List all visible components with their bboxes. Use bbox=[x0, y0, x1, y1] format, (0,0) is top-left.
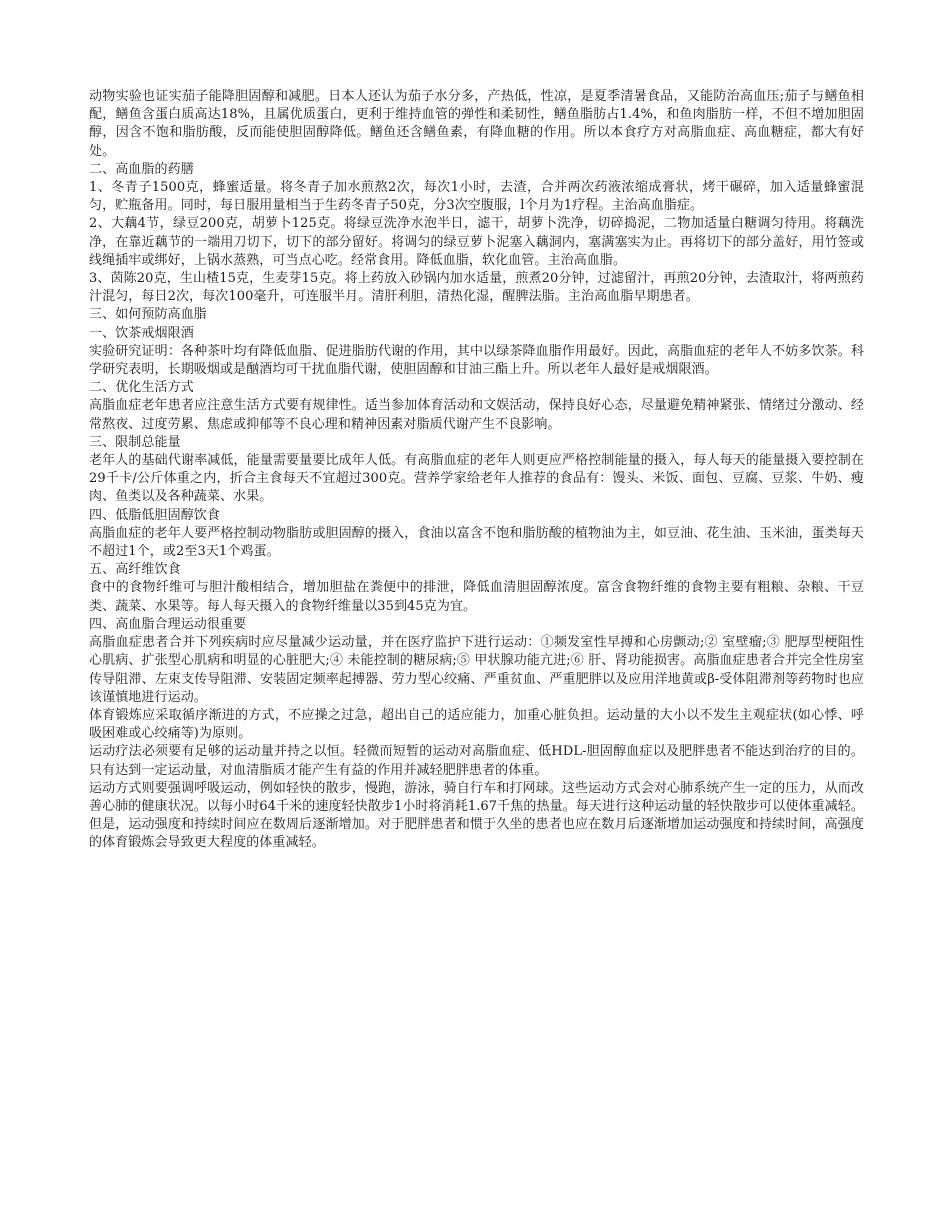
paragraph-exercise-type: 运动方式则要强调呼吸运动，例如轻快的散步，慢跑，游泳，骑自行车和打网球。这些运动方式会对心肺系统产生一定的压力，从而改善心肺的健康状况。以每小时64千米的速度轻快散步1小时将消耗1.67千焦的热量。每天进行这种运动量的轻快散步可以使体重减轻。但是，运动强度和持续时间应在数周后逐渐增加。对于肥胖患者和惯于久坐的患者也应在数月后逐渐增加运动强度和持续时间，高强度的体育锻炼会导致更大程度的体重减轻。 bbox=[89, 780, 864, 851]
paragraph-tea: 实验研究证明：各种茶叶均有降低血脂、促进脂肪代谢的作用，其中以绿茶降血脂作用最好。因此，高脂血症的老年人不妨多饮茶。科学研究表明，长期吸烟或是酗酒均可干扰血脂代谢，使胆固醇和甘油三酯上升。所以老年人最好是戒烟限酒。 bbox=[89, 343, 864, 378]
document-body bbox=[89, 88, 864, 853]
subheading-tea-smoking: 一、饮茶戒烟限酒 bbox=[89, 325, 194, 341]
paragraph-gradual-exercise: 体育锻炼应采取循序渐进的方式，不应操之过急，超出自己的适应能力，加重心脏负担。运动量的大小以不发生主观症状(如心悸、呼吸困难或心绞痛等)为原则。 bbox=[89, 707, 864, 742]
subheading-low-fat: 四、低脂低胆固醇饮食 bbox=[89, 507, 221, 523]
subheading-fiber: 五、高纤维饮食 bbox=[89, 562, 181, 578]
paragraph-low-fat: 高脂血症的老年人要严格控制动物脂肪或胆固醇的摄入，食油以富含不饱和脂肪酸的植物油为主，如豆油、花生油、玉米油，蛋类每天不超过1个，或2至3天1个鸡蛋。 bbox=[89, 525, 864, 560]
paragraph-energy: 老年人的基础代谢率减低，能量需要量要比成年人低。有高脂血症的老年人则更应严格控制能量的摄入，每人每天的能量摄入要控制在29千卡/公斤体重之内，折合主食每天不宜超过300克。营养学家给老年人推荐的食品有：馒头、米饭、面包、豆腐、豆浆、牛奶、瘦肉、鱼类以及各种蔬菜、水果。 bbox=[89, 453, 864, 505]
section-heading-exercise: 四、高血脂合理运动很重要 bbox=[89, 616, 247, 632]
paragraph-exercise-caution: 高脂血症患者合并下列疾病时应尽量减少运动量，并在医疗监护下进行运动：①频发室性早搏和心房颤动;② 室壁瘤;③ 肥厚型梗阻性心肌病、扩张型心肌病和明显的心脏肥大;④ 未能控制的糖尿病;⑤ 甲状腺功能亢进;⑥ 肝、肾功能损害。高脂血症患者合并完全性房室传导阻滞、左束支传导阻滞、安装固定频率起搏器、劳力型心绞痛、严重贫血、严重肥胖以及应用洋地黄或β-受体阻滞剂等药物时也应该谨慎地进行运动。 bbox=[89, 635, 864, 705]
paragraph-recipe-2: 2、大藕4节，绿豆200克，胡萝卜125克。将绿豆洗净水泡半日，滤干，胡萝卜洗净，切碎捣泥，二物加适量白糖调匀待用。将藕洗净，在靠近藕节的一端用刀切下，切下的部分留好。将调匀的绿豆萝卜泥塞入藕洞内，塞满塞实为止。再将切下的部分盖好，用竹签或线绳插牢或绑好，上锅水蒸熟，可当点心吃。经常食用。降低血脂，软化血管。主治高血脂。 bbox=[89, 216, 864, 268]
paragraph-recipe-1: 1、冬青子1500克，蜂蜜适量。将冬青子加水煎熬2次，每次1小时，去渣，合并两次药液浓缩成膏状，烤干碾碎，加入适量蜂蜜混匀，贮瓶备用。同时，每日服用量相当于生药冬青子50克，分3次空腹服，l个月为1疗程。主治高血脂症。 bbox=[89, 180, 864, 214]
section-heading-prevention: 三、如何预防高血脂 bbox=[89, 307, 207, 323]
subheading-lifestyle: 二、优化生活方式 bbox=[89, 380, 194, 396]
section-heading-medicinal-diet: 二、高血脂的药膳 bbox=[89, 161, 194, 177]
paragraph-recipe-3: 3、茵陈20克，生山楂15克，生麦芽15克。将上药放入砂锅内加水适量，煎煮20分钟，过滤留汁，再煎20分钟，去渣取汁，将两煎药汁混匀，每日2次，每次100毫升，可连服半月。清肝利胆，清热化湿，醒脾法脂。主治高血脂早期患者。 bbox=[89, 271, 864, 305]
subheading-energy: 三、限制总能量 bbox=[89, 434, 181, 450]
paragraph-exercise-amount: 运动疗法必须要有足够的运动量并持之以恒。轻微而短暂的运动对高脂血症、低HDL-胆固醇血症以及肥胖患者不能达到治疗的目的。只有达到一定运动量，对血清脂质才能产生有益的作用并减轻肥胖患者的体重。 bbox=[89, 744, 864, 778]
paragraph-eggplant-eel: 动物实验也证实茄子能降胆固醇和减肥。日本人还认为茄子水分多，产热低，性凉，是夏季清暑食品，又能防治高血压;茄子与鳝鱼相配，鳝鱼含蛋白质高达18%，且属优质蛋白，更利于维持血管的弹性和柔韧性，鳝鱼脂肪占1.4%，和鱼肉脂肪一样，不但不增加胆固醇，因含不饱和脂肪酸，反而能使胆固醇降低。鳝鱼还含鳝鱼素，有降血糖的作用。所以本食疗方对高脂血症、高血糖症，都大有好处。 bbox=[89, 89, 864, 159]
paragraph-fiber: 食中的食物纤维可与胆汁酸相结合，增加胆盐在粪便中的排泄，降低血清胆固醇浓度。富含食物纤维的食物主要有粗粮、杂粮、干豆类、蔬菜、水果等。每人每天摄入的食物纤维量以35到45克为宜。 bbox=[89, 580, 864, 614]
paragraph-lifestyle: 高脂血症老年患者应注意生活方式要有规律性。适当参加体育活动和文娱活动，保持良好心态，尽量避免精神紧张、情绪过分激动、经常熬夜、过度劳累、焦虑或抑郁等不良心理和精神因素对脂质代谢产生不良影响。 bbox=[89, 398, 864, 432]
